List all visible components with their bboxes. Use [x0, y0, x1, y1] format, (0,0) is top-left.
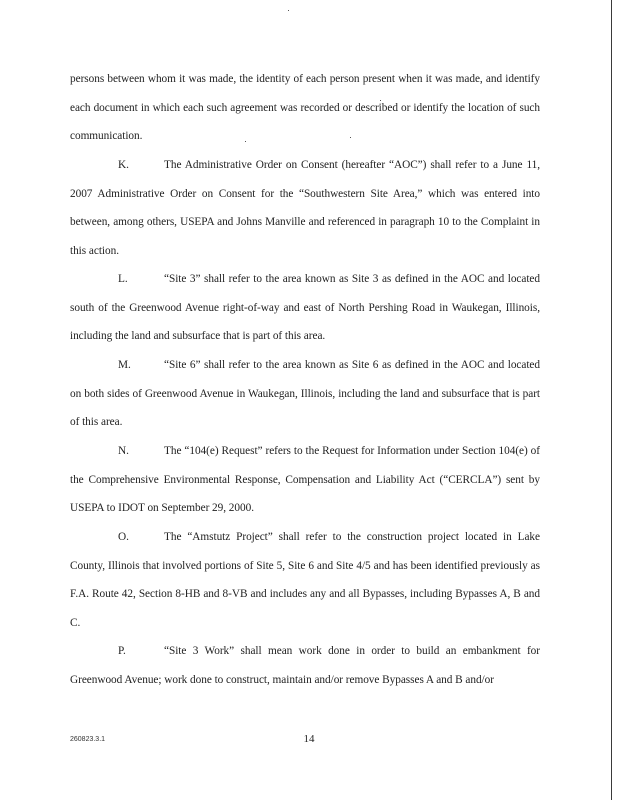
definition-p [70, 637, 540, 694]
definition-o [70, 523, 540, 637]
definition-text: “Site 6” shall refer to the area known as Site 6 as defined in the AOC and located on both sides of Greenwood Avenue in Waukegan, Illinois, including the land and subsurface that is part of this area. [70, 359, 540, 429]
scan-speck [288, 10, 289, 11]
definition-text: The Administrative Order on Consent (hereafter “AOC”) shall refer to a June 11, 2007 Administrative Order on Consent for the “Southwestern Site Area,” which was entered into between, among others, USEPA and Johns Manville and referenced in paragraph 10 to the Complaint in this action. [70, 159, 540, 257]
definition-k [70, 151, 540, 265]
definition-m [70, 351, 540, 437]
page-edge-rule [611, 0, 612, 800]
definition-text: The “104(e) Request” refers to the Request for Information under Section 104(e) of the Comprehensive Environmental Response, Compensation and Liability Act (“CERCLA”) sent by USEPA to IDOT on September 29, 2000. [70, 445, 540, 515]
definition-text: The “Amstutz Project” shall refer to the construction project located in Lake County, Illinois that involved portions of Site 5, Site 6 and Site 4/5 and has been identified previously as F.A. Route 42, Section 8-HB and 8-VB and includes any and all Bypasses, including Bypasses A, B and C. [70, 531, 540, 629]
definition-l [70, 265, 540, 351]
page-number: 14 [303, 733, 315, 745]
definition-text: “Site 3 Work” shall mean work done in order to build an embankment for Greenwood Avenue; work done to construct, maintain and/or remove Bypasses A and B and/or [70, 645, 540, 686]
definition-label: K. [118, 159, 129, 171]
definition-label: N. [118, 445, 129, 457]
definition-n [70, 437, 540, 523]
definition-label: O. [118, 531, 129, 543]
continuation-paragraph: persons between whom it was made, the identity of each person present when it was made, and identify each document in which each such agreement was recorded or described or identify the location of such communication. [70, 73, 540, 143]
definition-label: M. [118, 359, 131, 371]
definition-label: P. [118, 645, 126, 657]
definition-label: L. [118, 273, 128, 285]
definition-text: “Site 3” shall refer to the area known as Site 3 as defined in the AOC and located south of the Greenwood Avenue right-of-way and east of North Pershing Road in Waukegan, Illinois, including the land and subsurface that is part of this area. [70, 273, 540, 343]
document-id: 260823.3.1 [70, 736, 106, 743]
